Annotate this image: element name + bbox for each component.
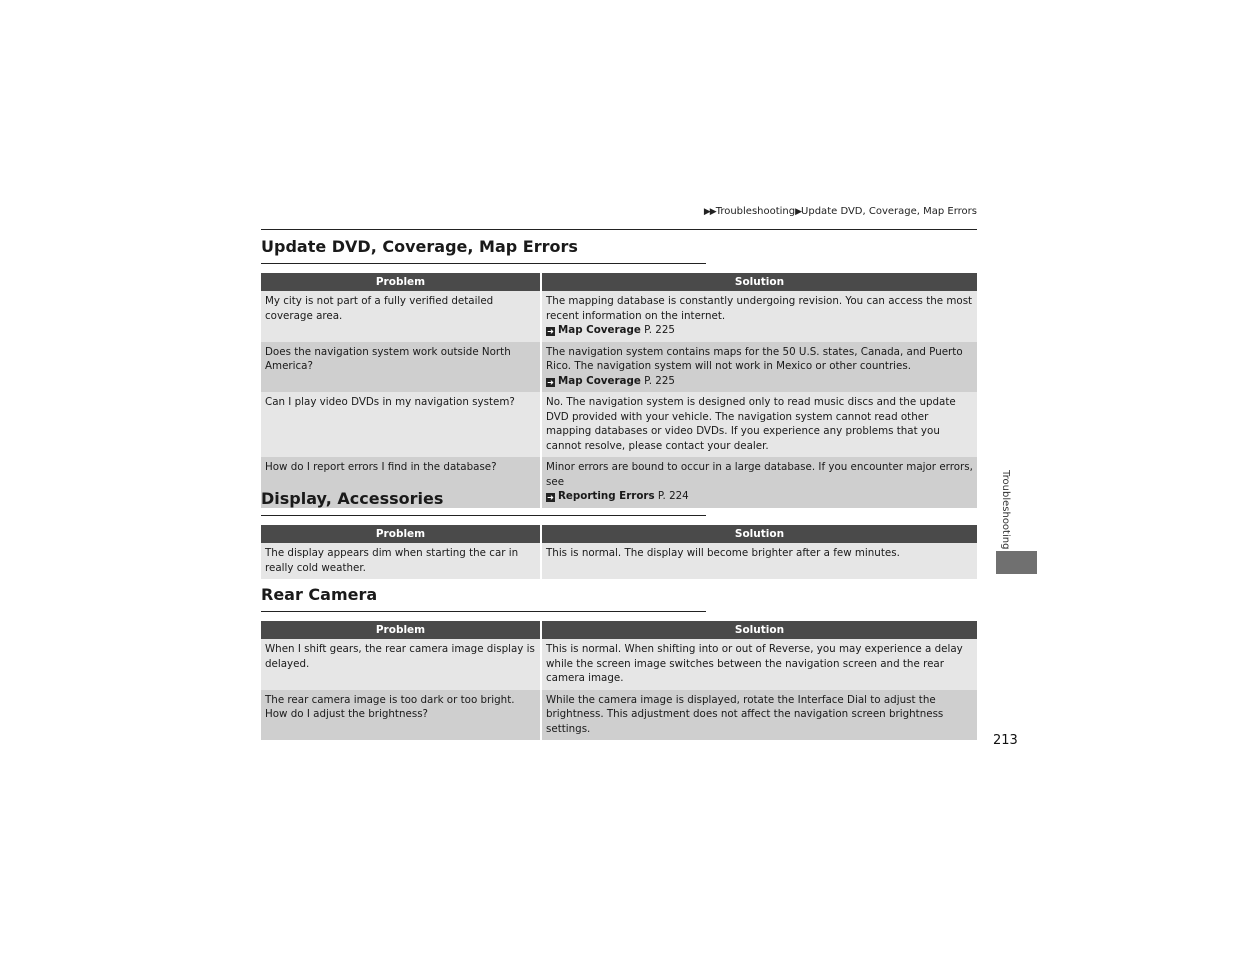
problem-cell: Can I play video DVDs in my navigation system? (261, 392, 542, 457)
solution-text: The mapping database is constantly undergoing revision. You can access the most recent information on the internet. (546, 295, 973, 322)
table-row (261, 690, 977, 741)
section-rule (261, 611, 706, 612)
table-row (261, 639, 977, 690)
section-update-dvd (261, 237, 977, 508)
side-chapter-tab[interactable] (996, 551, 1037, 574)
section-title: Display, Accessories (261, 489, 444, 508)
breadcrumb-item-troubleshooting[interactable]: Troubleshooting (715, 206, 796, 217)
reference-page: P. 224 (654, 490, 689, 502)
reference-arrow-icon: ➜ (547, 493, 554, 502)
column-header-problem: Problem (261, 525, 542, 543)
section-rear-camera (261, 585, 977, 740)
reference-arrow-icon: ➜ (547, 377, 554, 387)
column-header-solution: Solution (542, 525, 977, 543)
column-header-solution: Solution (542, 273, 977, 291)
problem-cell: The display appears dim when starting the car in really cold weather. (261, 543, 542, 579)
column-header-problem: Problem (261, 621, 542, 639)
section-title: Update DVD, Coverage, Map Errors (261, 237, 578, 256)
cross-reference-link[interactable] (546, 323, 973, 338)
solution-text: The navigation system contains maps for the 50 U.S. states, Canada, and Puerto Rico. The navigation system will not work in Mexico or other countries. (546, 345, 963, 372)
solution-cell: This is normal. The display will become brighter after a few minutes. (542, 543, 977, 579)
troubleshooting-table (261, 621, 977, 740)
header-rule (261, 229, 977, 230)
solution-text: Minor errors are bound to occur in a large database. If you encounter major errors, see (546, 461, 973, 488)
section-display-accessories (261, 489, 977, 579)
reference-page: P. 225 (640, 324, 675, 336)
breadcrumb (704, 206, 977, 217)
breadcrumb-arrows: ▶▶ (703, 207, 716, 217)
solution-cell (542, 342, 977, 393)
solution-cell (542, 291, 977, 342)
reference-page: P. 225 (640, 374, 675, 387)
problem-cell: How do I report errors I find in the database? (261, 457, 542, 508)
table-row (261, 291, 977, 342)
column-header-solution: Solution (542, 621, 977, 639)
column-header-problem: Problem (261, 273, 542, 291)
problem-cell: When I shift gears, the rear camera image display is delayed. (261, 639, 542, 690)
cross-reference-link[interactable] (546, 374, 973, 389)
solution-cell: While the camera image is displayed, rotate the Interface Dial to adjust the brightness. This adjustment does not affect the navigation screen brightness settings. (542, 690, 977, 741)
table-row (261, 543, 977, 579)
problem-cell: Does the navigation system work outside North America? (261, 342, 542, 393)
breadcrumb-separator: ▶ (795, 207, 802, 217)
page-number: 213 (993, 733, 1018, 748)
table-row (261, 342, 977, 393)
section-rule (261, 515, 706, 516)
reference-arrow-icon: ➜ (547, 327, 554, 336)
solution-cell: This is normal. When shifting into or out of Reverse, you may experience a delay while the screen image switches between the navigation screen and the rear camera image. (542, 639, 977, 690)
section-title: Rear Camera (261, 585, 378, 604)
reference-title: Map Coverage (558, 374, 641, 387)
problem-cell: My city is not part of a fully verified detailed coverage area. (261, 291, 542, 342)
reference-title: Reporting Errors (558, 490, 655, 502)
section-rule (261, 263, 706, 264)
breadcrumb-item-current: Update DVD, Coverage, Map Errors (801, 206, 977, 217)
troubleshooting-table (261, 273, 977, 508)
reference-title: Map Coverage (558, 324, 641, 336)
troubleshooting-table (261, 525, 977, 579)
side-chapter-label: Troubleshooting (1000, 470, 1011, 550)
solution-cell: No. The navigation system is designed only to read music discs and the update DVD provided with your vehicle. The navigation system cannot read other mapping databases or video DVDs. If you experience any problems that you cannot resolve, please contact your dealer. (542, 392, 977, 457)
problem-cell: The rear camera image is too dark or too bright. How do I adjust the brightness? (261, 690, 542, 741)
table-row (261, 392, 977, 457)
